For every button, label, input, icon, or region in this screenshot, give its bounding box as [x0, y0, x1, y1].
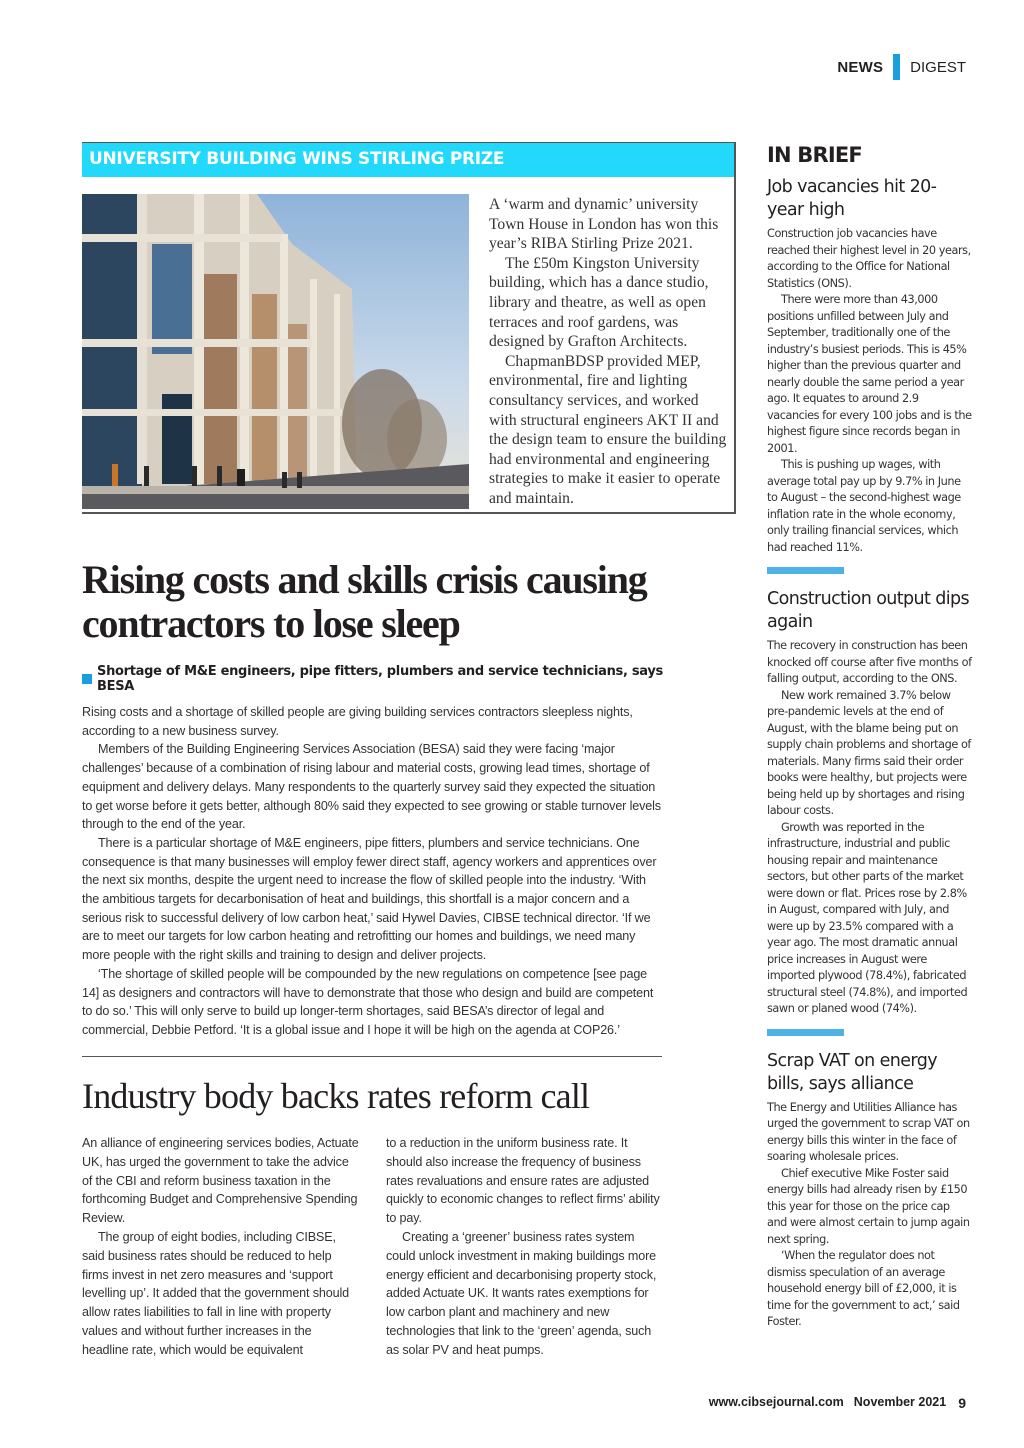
- section-header: [837, 56, 966, 78]
- paragraph: to a reduction in the uniform business rate. It should also increase the frequency of business rates revaluations and ensure rates are adjusted quickly to economic changes to reflect firms’ ability to pay.: [386, 1136, 660, 1226]
- article-column-right: [386, 1134, 664, 1360]
- paragraph: There were more than 43,000 positions unfilled between July and September, traditionally one of the industry’s busiest periods. This is 45% higher than the previous quarter and nearly double the same period a year ago. It equates to around 2.9 vacancies for every 100 jobs and is the highest figure since records began in 2001.: [767, 293, 972, 455]
- paragraph: Growth was reported in the infrastructure, industrial and public housing repair and maintenance sectors, but other parts of the market were down or flat. Prices rose by 2.8% in August, compared with July, and were up by 23.5% compared with a year ago. The most dramatic annual price increases in August were imported plywood (78.4%), fabricated structural steel (74.8%), and imported sawn or planed wood (74%).: [767, 820, 968, 1015]
- in-brief-title: IN BRIEF: [767, 143, 862, 167]
- brief-separator: [767, 1029, 844, 1036]
- paragraph: Chief executive Mike Foster said energy bills had already risen by £150 this year for those on the price cap and were almost certain to jump again next spring.: [767, 1166, 970, 1246]
- article-column-left: [82, 1134, 360, 1360]
- brief-item: [767, 588, 972, 1018]
- paragraph: New work remained 3.7% below pre-pandemic levels at the end of August, with the blame being put on supply chain problems and shortage of materials. Many firms said their order books were healthy, but projects were being held up by shortages and rising labour costs.: [767, 688, 971, 817]
- paragraph: The Energy and Utilities Alliance has urged the government to scrap VAT on energy bills this winter in the face of soaring wholesale prices.: [767, 1100, 970, 1163]
- paragraph: ‘When the regulator does not dismiss speculation of an average household energy bill of £2,000, it is time for the government to act,’ said Foster.: [767, 1249, 960, 1328]
- bullet-square-icon: [82, 674, 92, 684]
- brief-separator: [767, 567, 844, 574]
- paragraph: The recovery in construction has been knocked off course after five months of falling output, according to the ONS.: [767, 639, 972, 685]
- website-link[interactable]: www.cibsejournal.com: [708, 1395, 844, 1409]
- brief-body: [767, 1100, 972, 1331]
- article-body: [82, 703, 662, 1040]
- subsection-label: DIGEST: [910, 58, 966, 76]
- paragraph: The £50m Kingston University building, which has a dance studio, library and theatre, as well as open terraces and roof gardens, was designed by Grafton Architects.: [489, 254, 709, 351]
- article-headline: Rising costs and skills crisis causing contractors to lose sleep: [82, 557, 647, 646]
- brief-headline: Scrap VAT on energy bills, says alliance: [767, 1050, 937, 1094]
- brief-item: [767, 176, 972, 556]
- page-number: 9: [958, 1395, 966, 1411]
- brief-body: [767, 638, 972, 1018]
- standfirst-text: Shortage of M&E engineers, pipe fitters, plumbers and service technicians, says BESA: [97, 664, 663, 694]
- stirling-banner: [82, 142, 734, 177]
- paragraph: Construction job vacancies have reached their highest level in 20 years, according to the Office for National Statistics (ONS).: [767, 227, 971, 290]
- issue-date: November 2021: [853, 1395, 947, 1409]
- building-photo: [82, 194, 469, 509]
- brief-headline: Construction output dips again: [767, 589, 970, 632]
- section-label: NEWS: [837, 58, 884, 76]
- page-footer: [709, 1395, 966, 1411]
- article-headline: Industry body backs rates reform call: [82, 1076, 590, 1116]
- paragraph: An alliance of engineering services bodies, Actuate UK, has urged the government to take the advice of the CBI and reform business taxation in the forthcoming Budget and Comprehensive Spending Review.: [82, 1136, 359, 1226]
- in-brief-sidebar: [767, 142, 972, 1331]
- brief-body: [767, 226, 972, 556]
- paragraph: A ‘warm and dynamic’ university Town House in London has won this year’s RIBA Stirling Prize 2021.: [489, 196, 719, 253]
- paragraph: Members of the Building Engineering Services Association (BESA) said they were facing ‘major challenges’ because of a combination of rising labour and material costs, growing lead times, shortage of equipment and delivery delays. Many respondents to the quarterly survey said they expected the situation to get worse before it gets better, although 80% said they expected to see growing or stable turnover levels through to the end of the year.: [82, 742, 661, 832]
- stirling-prize-box: [82, 142, 736, 514]
- paragraph: There is a particular shortage of M&E engineers, pipe fitters, plumbers and service technicians. One consequence is that many businesses will employ fewer direct staff, agency workers and apprentices over the next six months, despite the urgent need to increase the flow of skilled people into the industry. ‘With the ambitious targets for decarbonisation of heat and buildings, this shortfall is a major concern and a serious risk to successful delivery of low carbon heat,’ said Hywel Davies, CIBSE technical director. ‘If we are to meet our targets for low carbon heating and retrofitting our homes and buildings, we need many more people with the right skills and training to design and deliver projects.: [82, 835, 657, 963]
- paragraph: This is pushing up wages, with average total pay up by 9.7% in June to August – the second-highest wage inflation rate in the whole economy, only trailing financial services, which had reached 11%.: [767, 458, 961, 554]
- article-standfirst: [82, 664, 682, 694]
- brief-headline: Job vacancies hit 20-year high: [767, 177, 937, 220]
- paragraph: The group of eight bodies, including CIBSE, said business rates should be reduced to help firms invest in net zero measures and ‘support levelling up’. It added that the government should allow rates liabilities to fall in line with property values and without further increases in the headline rate, which would be equivalent: [82, 1229, 349, 1357]
- paragraph: Rising costs and a shortage of skilled people are giving building services contractors sleepless nights, according to a new business survey.: [82, 705, 633, 738]
- article-divider: [82, 1056, 662, 1057]
- stirling-article-text: [489, 195, 729, 509]
- paragraph: ChapmanBDSP provided MEP, environmental, fire and lighting consultancy services, and worked with structural engineers AKT II and the design team to ensure the building had environmental and engineering strategies to make it easier to operate and maintain.: [489, 352, 727, 507]
- section-divider-bar: [893, 54, 900, 80]
- stirling-banner-title: UNIVERSITY BUILDING WINS STIRLING PRIZE: [89, 149, 505, 169]
- brief-item: [767, 1050, 972, 1331]
- paragraph: ‘The shortage of skilled people will be compounded by the new regulations on competence [see page 14] as designers and contractors will have to demonstrate that those who design and build are competent to do so.’ This will only serve to build up longer-term shortages, said BESA’s director of legal and commercial, Debbie Petford. ‘It is a global issue and I hope it will be high on the agenda at COP26.’: [82, 966, 654, 1037]
- building-photo-illustration: [82, 194, 469, 509]
- paragraph: Creating a ‘greener’ business rates system could unlock investment in making buildings more energy efficient and decarbonising property stock, added Actuate UK. It wants rates exemptions for low carbon plant and machinery and new technologies that link to the ‘green’ agenda, such as solar PV and heat pumps.: [386, 1229, 657, 1357]
